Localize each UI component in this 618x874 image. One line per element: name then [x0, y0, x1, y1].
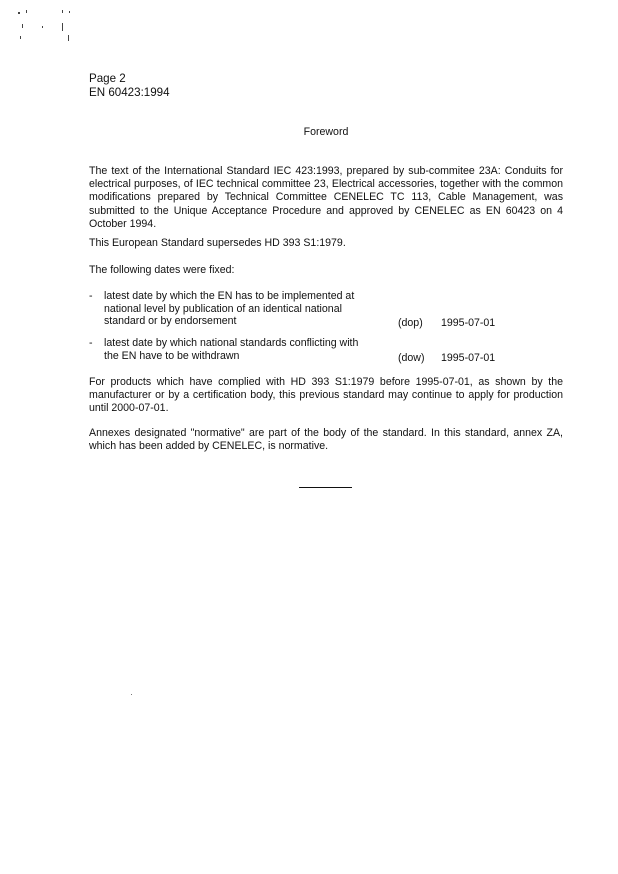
annexes-paragraph: Annexes designated "normative" are part of the body of the standard. In this standard, annex ZA, which has been added by CENELEC, is normative. [89, 427, 563, 453]
date-description: latest date by which the EN has to be implemented at national level by publication of an identical national standard or by endorsement [104, 290, 355, 328]
date-abbreviation: (dow) [398, 352, 425, 365]
page-header [89, 72, 170, 100]
dates-list [89, 290, 563, 365]
date-item-dow [89, 337, 563, 365]
standard-number: EN 60423:1994 [89, 86, 170, 99]
section-title: Foreword [303, 126, 349, 138]
dates-intro-paragraph: The following dates were fixed: [89, 264, 235, 276]
date-value: 1995-07-01 [441, 317, 496, 330]
list-bullet: - [89, 290, 93, 302]
date-value: 1995-07-01 [441, 352, 496, 365]
date-description: latest date by which national standards conflicting with the EN have to be withdrawn [104, 337, 359, 362]
intro-paragraph: The text of the International Standard IEC 423:1993, prepared by sub-commitee 23A: Conduits for electrical purposes, of IEC technical committee 23, Electrical accessories, together with the common modifications prepared by Technical Committee CENELEC TC 113, Cable Management, was submitted to the Unique Acceptance Procedure and approved by CENELEC as EN 60423 on 4 October 1994. [89, 165, 563, 230]
scan-artifact-marks [18, 8, 88, 48]
date-item-dop [89, 290, 563, 330]
page-number: Page 2 [89, 72, 126, 85]
transition-paragraph: For products which have complied with HD 393 S1:1979 before 1995-07-01, as shown by the manufacturer or by a certification body, this previous standard may continue to apply for production until 2000-07-01. [89, 376, 563, 415]
end-of-section-rule [299, 487, 352, 488]
scan-artifact-dot [131, 694, 132, 695]
supersedes-paragraph: This European Standard supersedes HD 393 S1:1979. [89, 237, 346, 249]
list-bullet: - [89, 337, 93, 349]
date-abbreviation: (dop) [398, 317, 423, 330]
